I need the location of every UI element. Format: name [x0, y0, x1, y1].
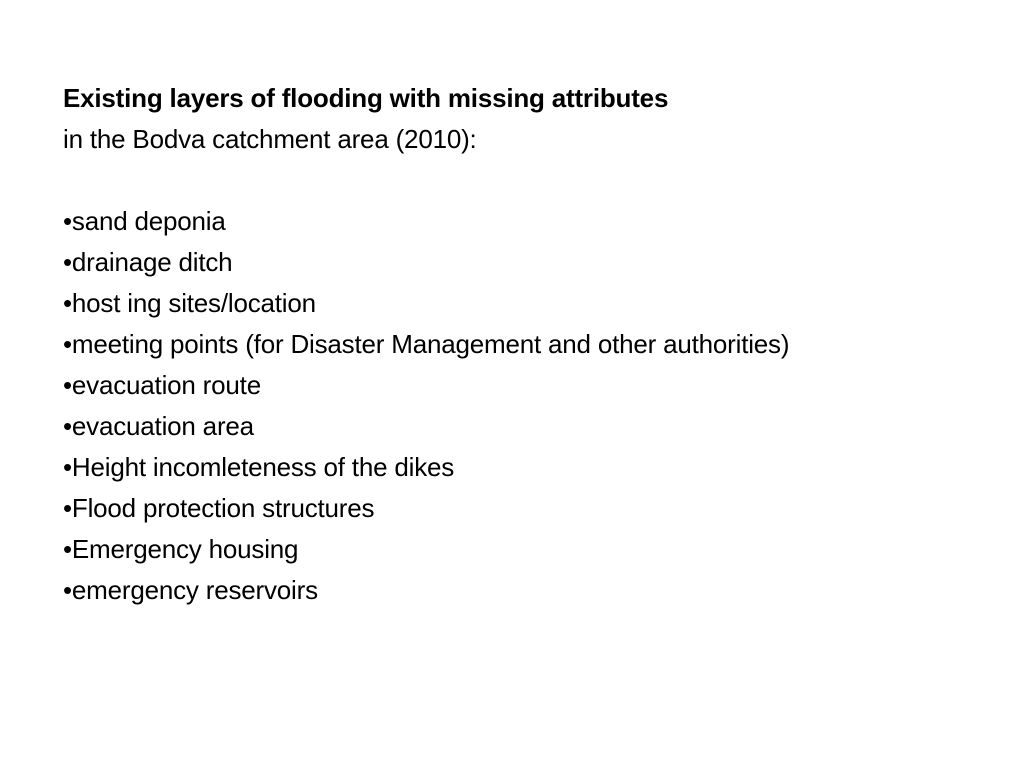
list-item: •emergency reservoirs	[63, 575, 318, 605]
list-item: •evacuation area	[63, 411, 254, 441]
list-item: •drainage ditch	[63, 247, 233, 277]
list-item: •Emergency housing	[63, 534, 299, 564]
spacer	[63, 160, 963, 201]
list-item: •sand deponia	[63, 206, 226, 236]
list-item: •host ing sites/location	[63, 288, 316, 318]
list-item: •meeting points (for Disaster Management and other authorities)	[63, 329, 790, 359]
slide-content	[63, 78, 963, 611]
list-item: •Height incomleteness of the dikes	[63, 452, 455, 482]
list-item: •evacuation route	[63, 370, 261, 400]
list-item: •Flood protection structures	[63, 493, 375, 523]
slide-heading: Existing layers of flooding with missing attributes	[63, 83, 669, 113]
slide-subheading: in the Bodva catchment area (2010):	[63, 124, 477, 154]
bullet-list	[63, 201, 963, 611]
